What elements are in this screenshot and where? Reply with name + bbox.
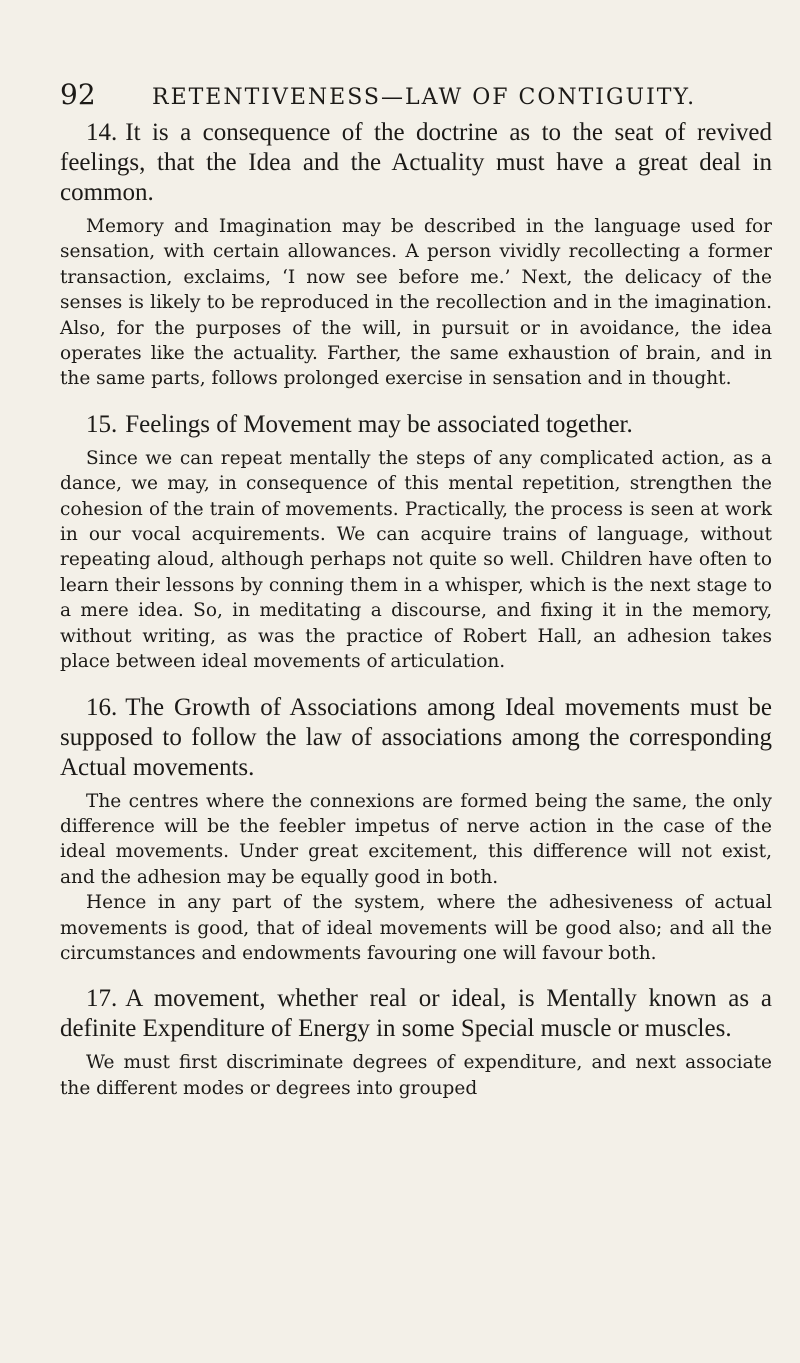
section-heading-16 bbox=[60, 693, 772, 783]
page-header bbox=[60, 78, 740, 111]
section-heading-14 bbox=[60, 118, 772, 208]
section-heading-text: A movement, whether real or ideal, is Mentally known as a definite Expenditure of Energy in some Special muscle or muscles. bbox=[60, 985, 772, 1043]
body-paragraph: Memory and Imagination may be described in the language used for sensation, with certain allowances. A person vividly recollecting a former transaction, exclaims, ‘I now see before me.’ Next, the delicacy of the senses is likely to be reproduced in the recollection and in the imagination. Also, for the purposes of the will, in pursuit or in avoidance, the idea operates like the actuality. Farther, the same exhaustion of brain, and in the same parts, follows prolonged exercise in sensation and in thought. bbox=[60, 216, 772, 390]
page-body bbox=[60, 118, 772, 1101]
section-number: 16. bbox=[86, 693, 118, 721]
section-heading-text: It is a consequence of the doctrine as to the seat of revived feelings, that the Idea and the Actuality must have a great deal in common. bbox=[60, 119, 772, 206]
body-paragraph: The centres where the connexions are formed being the same, the only difference will be the feebler impetus of nerve action in the case of the ideal movements. Under great excitement, this difference will not exist, and the adhesion may be equally good in both. bbox=[60, 790, 772, 888]
running-head: RETENTIVENESS—LAW OF CONTIGUITY. bbox=[152, 85, 697, 110]
section-number: 17. bbox=[86, 985, 118, 1013]
section-number: 14. bbox=[86, 119, 118, 146]
section-heading-text: The Growth of Associations among Ideal movements must be supposed to follow the law of associations among the corresponding Actual movements. bbox=[60, 693, 772, 781]
section-heading-17 bbox=[60, 984, 772, 1044]
section-heading-15 bbox=[60, 410, 772, 440]
body-paragraph: Hence in any part of the system, where the adhesiveness of actual movements is good, that of ideal movements will be good also; and all the circumstances and endowments favouring one will favour both. bbox=[60, 892, 772, 964]
section-heading-text: Feelings of Movement may be associated together. bbox=[125, 410, 633, 438]
body-paragraph: We must first discriminate degrees of expenditure, and next associate the different modes or degrees into grouped bbox=[60, 1052, 772, 1099]
section-number: 15. bbox=[86, 410, 118, 438]
body-paragraph: Since we can repeat mentally the steps of any complicated action, as a dance, we may, in consequence of this mental repetition, strengthen the cohesion of the train of movements. Practically, the process is seen at work in our vocal acquirements. We can acquire trains of language, without repeating aloud, although perhaps not quite so well. Children have often to learn their lessons by conning them in a whisper, which is the next stage to a mere idea. So, in meditating a discourse, and fixing it in the memory, without writing, as was the practice of Robert Hall, an adhesion takes place between ideal movements of articulation. bbox=[60, 447, 772, 673]
page-number: 92 bbox=[60, 78, 96, 111]
